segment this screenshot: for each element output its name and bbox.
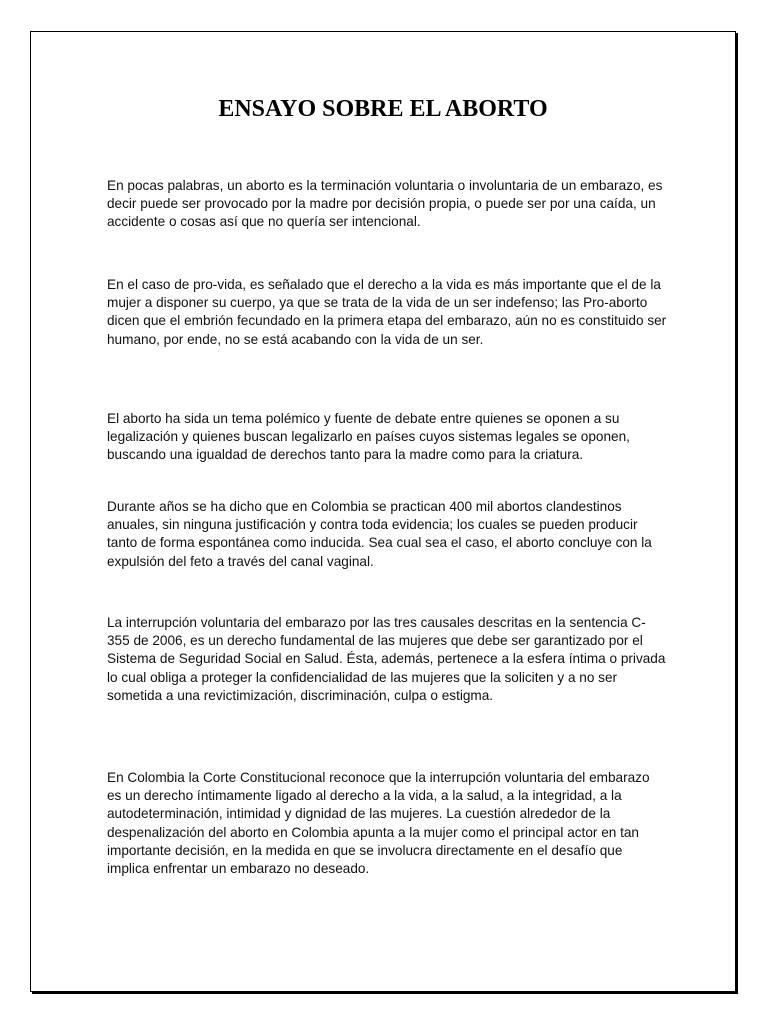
paragraph-definition: En pocas palabras, un aborto es la terminación voluntaria o involuntaria de un embarazo, es decir puede ser provocado por la madre por decisión propia, o puede ser por una caída, un accidente o cosas así que no quería ser intencional.	[107, 178, 663, 230]
paragraph-colombia-statistics: Durante años se ha dicho que en Colombia se practican 400 mil abortos clandestinos anuales, sin ninguna justificación y contra toda evidencia; los cuales se pueden producir tanto de forma espontánea como inducida. Sea cual sea el caso, el aborto concluye con la expulsión del feto a través del canal vaginal.	[107, 499, 652, 569]
document-page	[30, 31, 736, 992]
document-title: ENSAYO SOBRE EL ABORTO	[218, 96, 548, 122]
paragraph-controversy: El aborto ha sida un tema polémico y fuente de debate entre quienes se oponen a su legalización y quienes buscan legalizarlo en países cuyos sistemas legales se oponen, buscando una igualdad de derechos tanto para la madre como para la criatura.	[107, 411, 630, 463]
paragraph-legal-framework: La interrupción voluntaria del embarazo por las tres causales descritas en la sentencia C-355 de 2006, es un derecho fundamental de las mujeres que debe ser garantizado por el Sistema de Seguridad Social en Salud. Ésta, además, pertenece a la esfera íntima o privada lo cual obliga a proteger la confidencialidad de las mujeres que la soliciten y a no ser sometida a una revictimización, discriminación, culpa o estigma.	[107, 615, 666, 703]
paragraph-constitutional-court: En Colombia la Corte Constitucional reconoce que la interrupción voluntaria del embarazo es un derecho íntimamente ligado al derecho a la vida, a la salud, a la integridad, a la autodeterminación, intimidad y dignidad de las mujeres. La cuestión alrededor de la despenalización del aborto en Colombia apunta a la mujer como el principal actor en tan importante decisión, en la medida en que se involucra directamente en el desafío que implica enfrentar un embarazo no deseado.	[107, 770, 650, 877]
paragraph-pro-life: En el caso de pro-vida, es señalado que el derecho a la vida es más importante que el de la mujer a disponer su cuerpo, ya que se trata de la vida de un ser indefenso; las Pro-aborto dicen que el embrión fecundado en la primera etapa del embarazo, aún no es constituido ser humano, por ende, no se está acabando con la vida de un ser.	[107, 277, 667, 347]
